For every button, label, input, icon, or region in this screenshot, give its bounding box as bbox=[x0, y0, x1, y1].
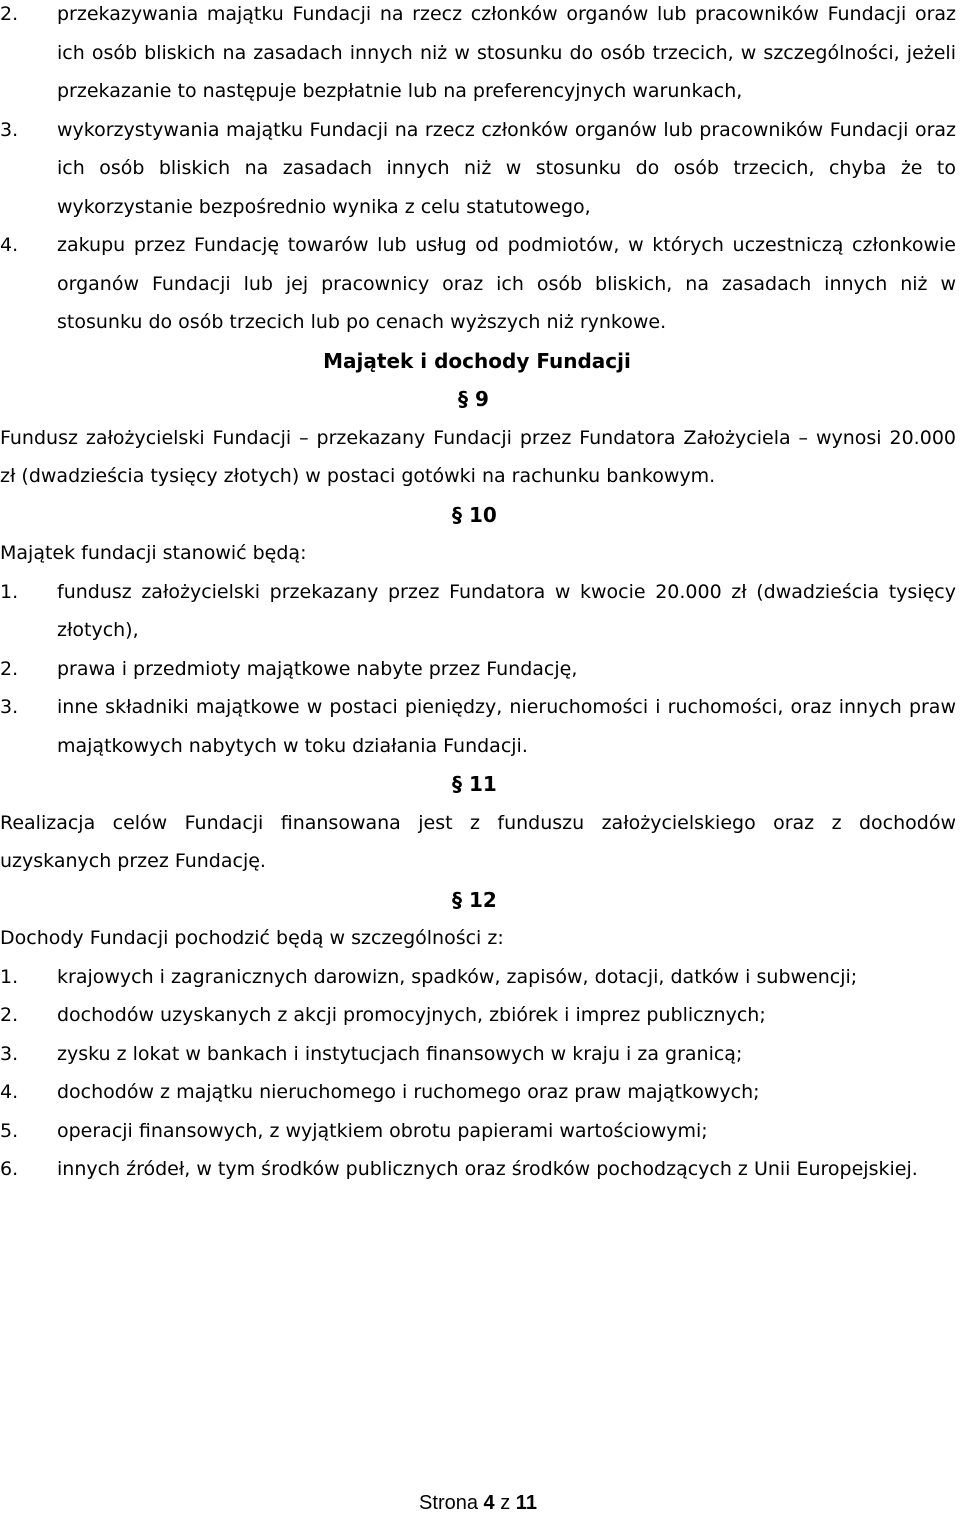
page-footer bbox=[0, 1491, 956, 1515]
list-item-number: 1. bbox=[0, 580, 19, 603]
list-item bbox=[0, 1112, 956, 1151]
section-symbol: § bbox=[452, 772, 462, 796]
list-item-number: 6. bbox=[0, 1158, 19, 1180]
foundation-assets-list bbox=[0, 573, 956, 766]
section-symbol: § bbox=[452, 502, 462, 527]
list-item-number: 2. bbox=[0, 1004, 19, 1026]
chapter-title: Majątek i dochody Fundacji bbox=[323, 348, 631, 373]
list-item-number: 5. bbox=[0, 1119, 19, 1142]
list-item-number: 3. bbox=[0, 1042, 19, 1065]
list-item bbox=[0, 573, 956, 650]
list-item-text: zakupu przez Fundację towarów lub usług od podmiotów, w których uczestniczą członkowie organów Fundacji lub jej pracownicy oraz ich osób bliskich, na zasadach innych niż w stosunku do osób trzecich lub po cenach wyższych niż rynkowe. bbox=[57, 234, 956, 333]
section-11-paragraph: Realizacja celów Fundacji finansowana jest z funduszu założycielskiego oraz z dochodów uzyskanych przez Fundację. bbox=[0, 811, 956, 872]
list-item bbox=[0, 1035, 956, 1074]
list-item-number: 2. bbox=[0, 3, 19, 25]
list-item-text: krajowych i zagranicznych darowizn, spadków, zapisów, dotacji, datków i subwencji; bbox=[57, 965, 858, 988]
list-item-text: dochodów uzyskanych z akcji promocyjnych, zbiórek i imprez publicznych; bbox=[57, 1004, 766, 1026]
section-10-heading bbox=[0, 496, 956, 535]
list-item-number: 3. bbox=[0, 696, 19, 718]
footer-of-label: z bbox=[500, 1492, 511, 1514]
list-item-text: dochodów z majątku nieruchomego i ruchomego oraz praw majątkowych; bbox=[57, 1081, 760, 1103]
list-item bbox=[0, 1150, 956, 1189]
list-item bbox=[0, 1073, 956, 1112]
list-item-number: 4. bbox=[0, 1081, 19, 1103]
list-item bbox=[0, 0, 956, 111]
list-item-text: operacji finansowych, z wyjątkiem obrotu papierami wartościowymi; bbox=[57, 1119, 708, 1142]
list-item-number: 2. bbox=[0, 657, 19, 680]
prohibited-actions-list bbox=[0, 0, 956, 342]
section-9-heading bbox=[0, 380, 956, 419]
income-sources-list bbox=[0, 958, 956, 1189]
list-item bbox=[0, 688, 956, 765]
section-number: 10 bbox=[468, 502, 497, 527]
section-10-intro: Majątek fundacji stanowić będą: bbox=[0, 542, 307, 564]
list-item-number: 3. bbox=[0, 118, 19, 141]
section-12-heading bbox=[0, 881, 956, 920]
list-item bbox=[0, 226, 956, 342]
section-number: 11 bbox=[468, 772, 497, 796]
list-item-text: wykorzystywania majątku Fundacji na rzecz członków organów lub pracowników Fundacji oraz ich osób bliskich na zasadach innych niż w stosunku do osób trzecich, chyba że to wykorzystanie bezpośrednio wynika z celu statutowego, bbox=[57, 118, 956, 218]
footer-page-label: Strona bbox=[419, 1492, 478, 1514]
section-number: 12 bbox=[468, 887, 497, 912]
list-item-number: 4. bbox=[0, 234, 19, 256]
section-11-heading bbox=[0, 765, 956, 804]
list-item-number: 1. bbox=[0, 965, 19, 988]
section-9-paragraph: Fundusz założycielski Fundacji – przekazany Fundacji przez Fundatora Założyciela – wynosi 20.000 zł (dwadzieścia tysięcy złotych) w postaci gotówki na rachunku bankowym. bbox=[0, 426, 956, 487]
section-number: 9 bbox=[474, 387, 489, 411]
list-item-text: innych źródeł, w tym środków publicznych oraz środków pochodzących z Unii Europejskiej. bbox=[57, 1158, 918, 1180]
footer-total-pages: 11 bbox=[515, 1492, 537, 1514]
list-item-text: zysku z lokat w bankach i instytucjach finansowych w kraju i za granicą; bbox=[57, 1042, 743, 1065]
list-item bbox=[0, 111, 956, 227]
footer-current-page: 4 bbox=[483, 1492, 495, 1514]
list-item bbox=[0, 650, 956, 689]
list-item-text: przekazywania majątku Fundacji na rzecz członków organów lub pracowników Fundacji oraz ich osób bliskich na zasadach innych niż w stosunku do osób trzecich, w szczególności, jeżeli przekazanie to następuje bezpłatnie lub na preferencyjnych warunkach, bbox=[57, 3, 956, 102]
list-item bbox=[0, 958, 956, 997]
list-item-text: prawa i przedmioty majątkowe nabyte przez Fundację, bbox=[57, 657, 578, 680]
list-item bbox=[0, 996, 956, 1035]
list-item-text: fundusz założycielski przekazany przez Fundatora w kwocie 20.000 zł (dwadzieścia tysięcy złotych), bbox=[57, 580, 956, 641]
section-symbol: § bbox=[452, 887, 462, 912]
section-12-intro: Dochody Fundacji pochodzić będą w szczególności z: bbox=[0, 927, 504, 949]
list-item-text: inne składniki majątkowe w postaci pieniędzy, nieruchomości i ruchomości, oraz innych praw majątkowych nabytych w toku działania Fundacji. bbox=[57, 696, 956, 757]
section-symbol: § bbox=[458, 387, 468, 411]
